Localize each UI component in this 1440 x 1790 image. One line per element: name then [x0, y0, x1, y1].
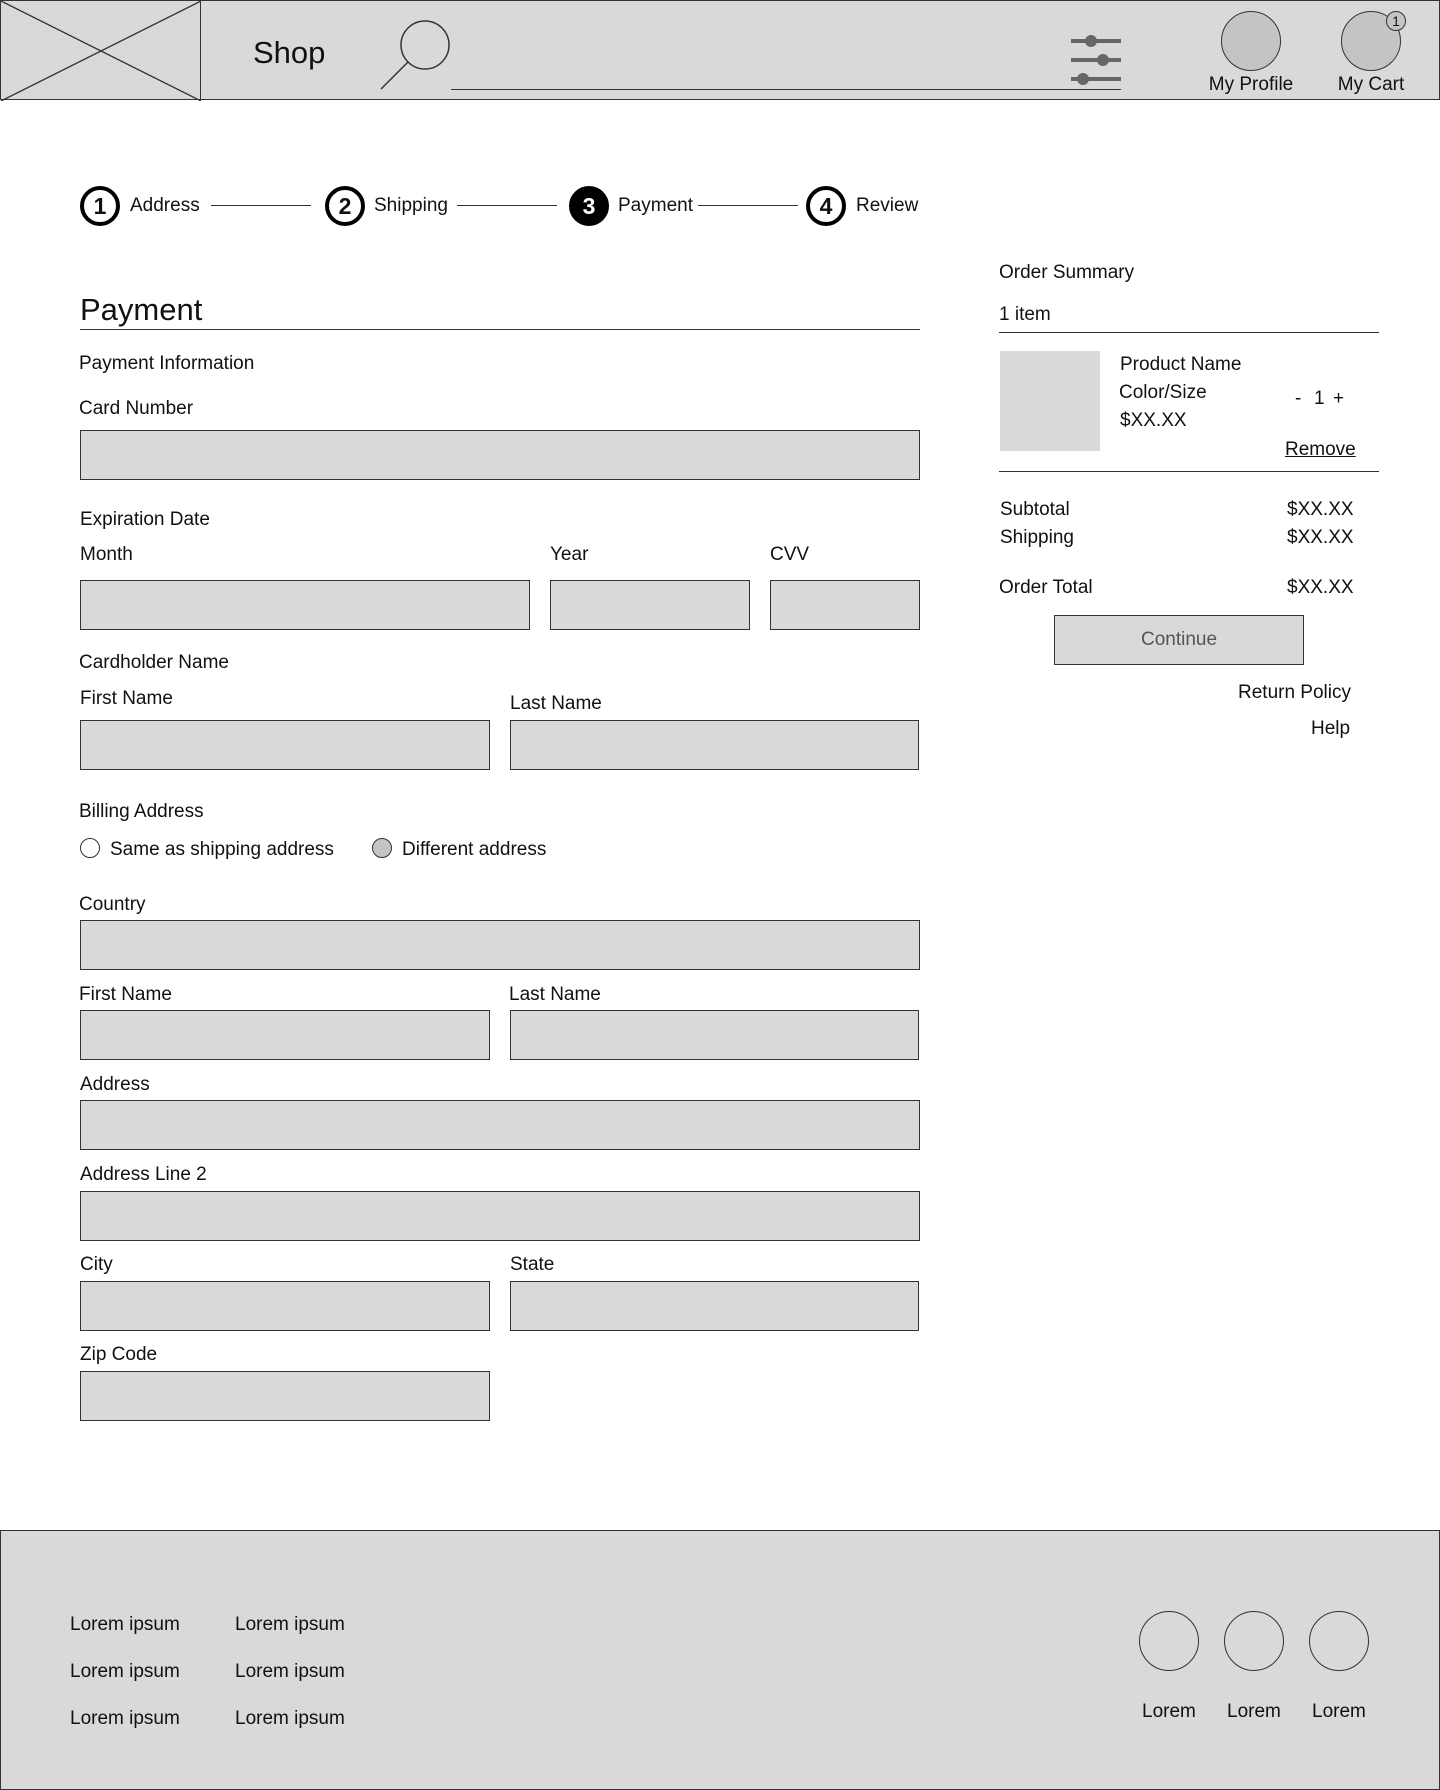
card-number-input[interactable] — [80, 430, 920, 480]
profile-avatar-icon[interactable] — [1221, 11, 1281, 71]
billing-first-name-label: First Name — [79, 984, 172, 1005]
step-connector — [698, 205, 798, 206]
quantity-decrement-button[interactable]: - — [1295, 388, 1302, 409]
footer-link[interactable]: Lorem ipsum — [70, 1614, 180, 1635]
cvv-input[interactable] — [770, 580, 920, 630]
billing-address-label: Billing Address — [79, 801, 204, 822]
cardholder-last-name-label: Last Name — [510, 693, 602, 714]
cardholder-name-label: Cardholder Name — [79, 652, 229, 673]
city-label: City — [80, 1254, 113, 1275]
footer-link[interactable]: Lorem ipsum — [70, 1708, 180, 1729]
card-number-label: Card Number — [79, 398, 194, 419]
payment-information-label: Payment Information — [79, 353, 255, 374]
step-connector — [457, 205, 557, 206]
checkout-stepper — [0, 186, 940, 226]
return-policy-link[interactable]: Return Policy — [1238, 682, 1351, 703]
step-4-circle[interactable]: 4 — [806, 186, 846, 226]
heading-divider — [80, 329, 920, 330]
cart-count-badge: 1 — [1386, 11, 1406, 31]
filter-sliders-icon[interactable] — [1069, 35, 1123, 90]
billing-last-name-input[interactable] — [510, 1010, 919, 1060]
address-line-2-label: Address Line 2 — [80, 1164, 207, 1185]
cart-label[interactable]: My Cart — [1337, 74, 1405, 95]
social-label: Lorem — [1142, 1701, 1196, 1722]
footer-link[interactable]: Lorem ipsum — [235, 1614, 345, 1635]
expiration-date-label: Expiration Date — [80, 509, 210, 530]
social-icon[interactable] — [1224, 1611, 1284, 1671]
subtotal-label: Subtotal — [1000, 499, 1070, 520]
radio-same-address[interactable] — [80, 838, 100, 858]
shipping-value: $XX.XX — [1287, 527, 1354, 548]
cvv-label: CVV — [770, 544, 810, 565]
month-input[interactable] — [80, 580, 530, 630]
summary-divider — [999, 332, 1379, 333]
step-1-circle[interactable]: 1 — [80, 186, 120, 226]
cardholder-first-name-input[interactable] — [80, 720, 490, 770]
step-connector — [211, 205, 311, 206]
product-name[interactable]: Product Name — [1120, 354, 1242, 375]
logo-placeholder-icon[interactable] — [1, 1, 201, 101]
shop-title: Shop — [253, 35, 326, 70]
quantity-value: 1 — [1314, 388, 1325, 409]
help-link[interactable]: Help — [1311, 718, 1351, 739]
social-icon[interactable] — [1309, 1611, 1369, 1671]
zip-code-label: Zip Code — [80, 1344, 158, 1365]
summary-divider — [999, 471, 1379, 472]
social-label: Lorem — [1227, 1701, 1281, 1722]
footer-link[interactable]: Lorem ipsum — [235, 1661, 345, 1682]
product-variant: Color/Size — [1119, 382, 1207, 403]
state-input[interactable] — [510, 1281, 919, 1331]
city-input[interactable] — [80, 1281, 490, 1331]
subtotal-value: $XX.XX — [1287, 499, 1354, 520]
cardholder-last-name-input[interactable] — [510, 720, 919, 770]
address-input[interactable] — [80, 1100, 920, 1150]
billing-last-name-label: Last Name — [509, 984, 601, 1005]
quantity-increment-button[interactable]: + — [1333, 388, 1345, 409]
month-label: Month — [80, 544, 133, 565]
footer-link[interactable]: Lorem ipsum — [235, 1708, 345, 1729]
address-label: Address — [80, 1074, 150, 1095]
remove-link[interactable]: Remove — [1285, 439, 1356, 460]
state-label: State — [510, 1254, 555, 1275]
shipping-label: Shipping — [1000, 527, 1074, 548]
footer-link[interactable]: Lorem ipsum — [70, 1661, 180, 1682]
payment-heading: Payment — [80, 292, 203, 327]
continue-button[interactable]: Continue — [1054, 615, 1304, 665]
step-4-label[interactable]: Review — [856, 195, 919, 216]
step-2-label[interactable]: Shipping — [374, 195, 448, 216]
social-label: Lorem — [1312, 1701, 1366, 1722]
step-3-circle-active[interactable]: 3 — [569, 186, 609, 226]
radio-different-address[interactable] — [372, 838, 392, 858]
year-label: Year — [550, 544, 589, 565]
search-icon[interactable] — [379, 19, 455, 98]
item-count: 1 item — [999, 304, 1051, 325]
step-2-circle[interactable]: 2 — [325, 186, 365, 226]
search-input[interactable] — [451, 89, 1121, 90]
order-summary-title: Order Summary — [999, 262, 1135, 283]
address-line-2-input[interactable] — [80, 1191, 920, 1241]
social-icon[interactable] — [1139, 1611, 1199, 1671]
step-3-label[interactable]: Payment — [618, 195, 693, 216]
zip-code-input[interactable] — [80, 1371, 490, 1421]
billing-first-name-input[interactable] — [80, 1010, 490, 1060]
year-input[interactable] — [550, 580, 750, 630]
cardholder-first-name-label: First Name — [80, 688, 173, 709]
country-input[interactable] — [80, 920, 920, 970]
top-header — [0, 0, 1440, 100]
product-price: $XX.XX — [1120, 410, 1187, 431]
profile-label[interactable]: My Profile — [1208, 74, 1294, 95]
different-address-label[interactable]: Different address — [402, 839, 547, 860]
order-total-label: Order Total — [999, 577, 1093, 598]
site-footer — [0, 1530, 1440, 1790]
product-image-placeholder[interactable] — [1000, 351, 1100, 451]
order-total-value: $XX.XX — [1287, 577, 1354, 598]
country-label: Country — [79, 894, 146, 915]
step-1-label[interactable]: Address — [130, 195, 200, 216]
same-address-label[interactable]: Same as shipping address — [110, 839, 334, 860]
